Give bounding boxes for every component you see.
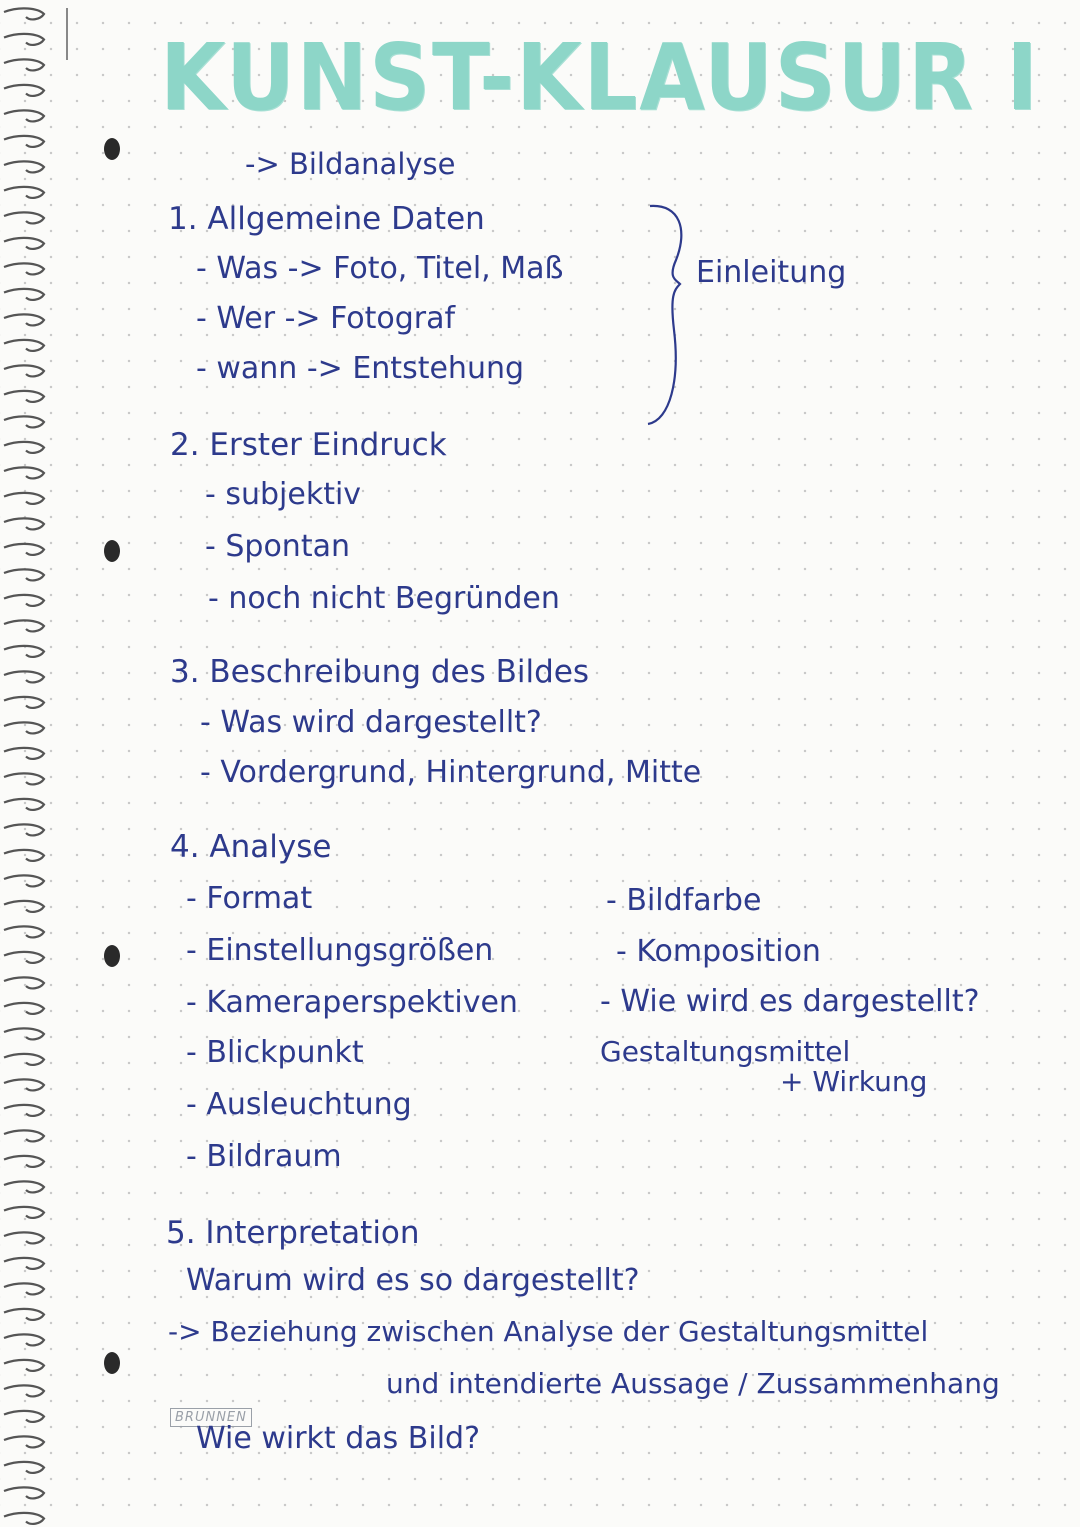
list-item: - noch nicht Begründen: [208, 581, 560, 616]
spiral-coil: [4, 646, 44, 657]
curly-brace: [640, 200, 690, 430]
punch-hole: [104, 1352, 120, 1374]
subtitle: -> Bildanalyse: [245, 147, 456, 181]
spiral-coil: [4, 110, 44, 121]
text-line: Wie wirkt das Bild?: [196, 1421, 481, 1456]
spiral-coil: [4, 161, 44, 172]
spiral-coil: [4, 748, 44, 759]
spiral-coil: [4, 1079, 44, 1090]
list-item: Gestaltungsmittel: [600, 1035, 851, 1068]
spiral-coil: [4, 289, 44, 300]
spiral-coil: [4, 1181, 44, 1192]
spiral-coil: [4, 1028, 44, 1039]
text-line: Warum wird es so dargestellt?: [186, 1263, 640, 1298]
spiral-coil: [4, 1156, 44, 1167]
spiral-coil: [4, 977, 44, 988]
spiral-coil: [4, 952, 44, 963]
spiral-coil: [4, 1462, 44, 1473]
spiral-coil: [4, 365, 44, 376]
spiral-coil: [4, 263, 44, 274]
spiral-coil: [4, 722, 44, 733]
spiral-coil: [4, 1436, 44, 1447]
list-item: - subjektiv: [205, 477, 362, 512]
spiral-coil: [4, 1513, 44, 1524]
spiral-coil: [4, 1258, 44, 1269]
spiral-coil: [4, 1283, 44, 1294]
list-item: - Bildfarbe: [606, 883, 762, 918]
list-item: - Spontan: [205, 529, 350, 564]
spiral-coil: [4, 59, 44, 70]
spiral-coil: [4, 1232, 44, 1243]
page-title: KUNST-KLAUSUR I: [160, 24, 1040, 131]
brand-stamp: BRUNNEN: [170, 1408, 252, 1427]
spiral-coil: [4, 901, 44, 912]
punch-hole: [104, 138, 120, 160]
section-heading-1: 1. Allgemeine Daten: [168, 201, 485, 237]
list-item: - Was wird dargestellt?: [200, 705, 542, 740]
spiral-coil: [4, 34, 44, 45]
spiral-coil: [4, 569, 44, 580]
text-line: -> Beziehung zwischen Analyse der Gestaltungsmittel: [168, 1315, 929, 1348]
list-item: - Bildraum: [186, 1139, 342, 1174]
spiral-coil: [4, 1054, 44, 1065]
list-item: - Wer -> Fotograf: [196, 301, 456, 336]
spiral-coil: [4, 442, 44, 453]
spiral-coil: [4, 620, 44, 631]
section-heading-2: 2. Erster Eindruck: [170, 427, 447, 463]
spiral-coil: [4, 8, 44, 19]
text-line: und intendierte Aussage / Zussammenhang: [386, 1367, 1000, 1400]
spiral-coil: [4, 1411, 44, 1422]
punch-hole: [104, 540, 120, 562]
spiral-coil: [4, 1105, 44, 1116]
spiral-coil: [4, 314, 44, 325]
spiral-coil: [4, 926, 44, 937]
spiral-coil: [4, 340, 44, 351]
list-item: - Was -> Foto, Titel, Maß: [196, 251, 564, 286]
spiral-coil: [4, 697, 44, 708]
spiral-coil: [4, 671, 44, 682]
list-item: - Kameraperspektiven: [186, 985, 518, 1020]
list-item: - Einstellungsgrößen: [186, 933, 494, 968]
spiral-coil: [4, 238, 44, 249]
spiral-coil: [4, 544, 44, 555]
spiral-coil: [4, 416, 44, 427]
spiral-coil: [4, 1130, 44, 1141]
spiral-coil: [4, 518, 44, 529]
spiral-coil: [4, 1487, 44, 1498]
list-item: - Wie wird es dargestellt?: [600, 984, 980, 1019]
spiral-coil: [4, 1385, 44, 1396]
spiral-coil: [4, 1334, 44, 1345]
spiral-binding: [0, 0, 56, 1527]
section-heading-4: 4. Analyse: [170, 829, 332, 865]
list-item: - Komposition: [616, 934, 821, 969]
brace-label: Einleitung: [696, 255, 847, 290]
spiral-coil: [4, 85, 44, 96]
list-item: - Vordergrund, Hintergrund, Mitte: [200, 755, 702, 790]
spiral-coil: [4, 467, 44, 478]
section-heading-3: 3. Beschreibung des Bildes: [170, 654, 590, 690]
spiral-coil: [4, 773, 44, 784]
list-item: - wann -> Entstehung: [196, 351, 525, 386]
spiral-coil: [4, 1360, 44, 1371]
page-margin-mark: [66, 8, 68, 60]
spiral-coil: [4, 493, 44, 504]
spiral-coil: [4, 799, 44, 810]
spiral-coil: [4, 187, 44, 198]
spiral-coil: [4, 212, 44, 223]
list-item: + Wirkung: [780, 1065, 928, 1098]
spiral-coil: [4, 1003, 44, 1014]
list-item: - Blickpunkt: [186, 1035, 364, 1070]
list-item: - Ausleuchtung: [186, 1087, 412, 1122]
spiral-coil: [4, 875, 44, 886]
spiral-coil: [4, 136, 44, 147]
spiral-coil: [4, 1207, 44, 1218]
spiral-coil: [4, 850, 44, 861]
list-item: - Format: [186, 881, 313, 916]
spiral-coil: [4, 1309, 44, 1320]
punch-hole: [104, 945, 120, 967]
spiral-coil: [4, 595, 44, 606]
spiral-coil: [4, 391, 44, 402]
spiral-coil: [4, 824, 44, 835]
section-heading-5: 5. Interpretation: [166, 1215, 420, 1251]
